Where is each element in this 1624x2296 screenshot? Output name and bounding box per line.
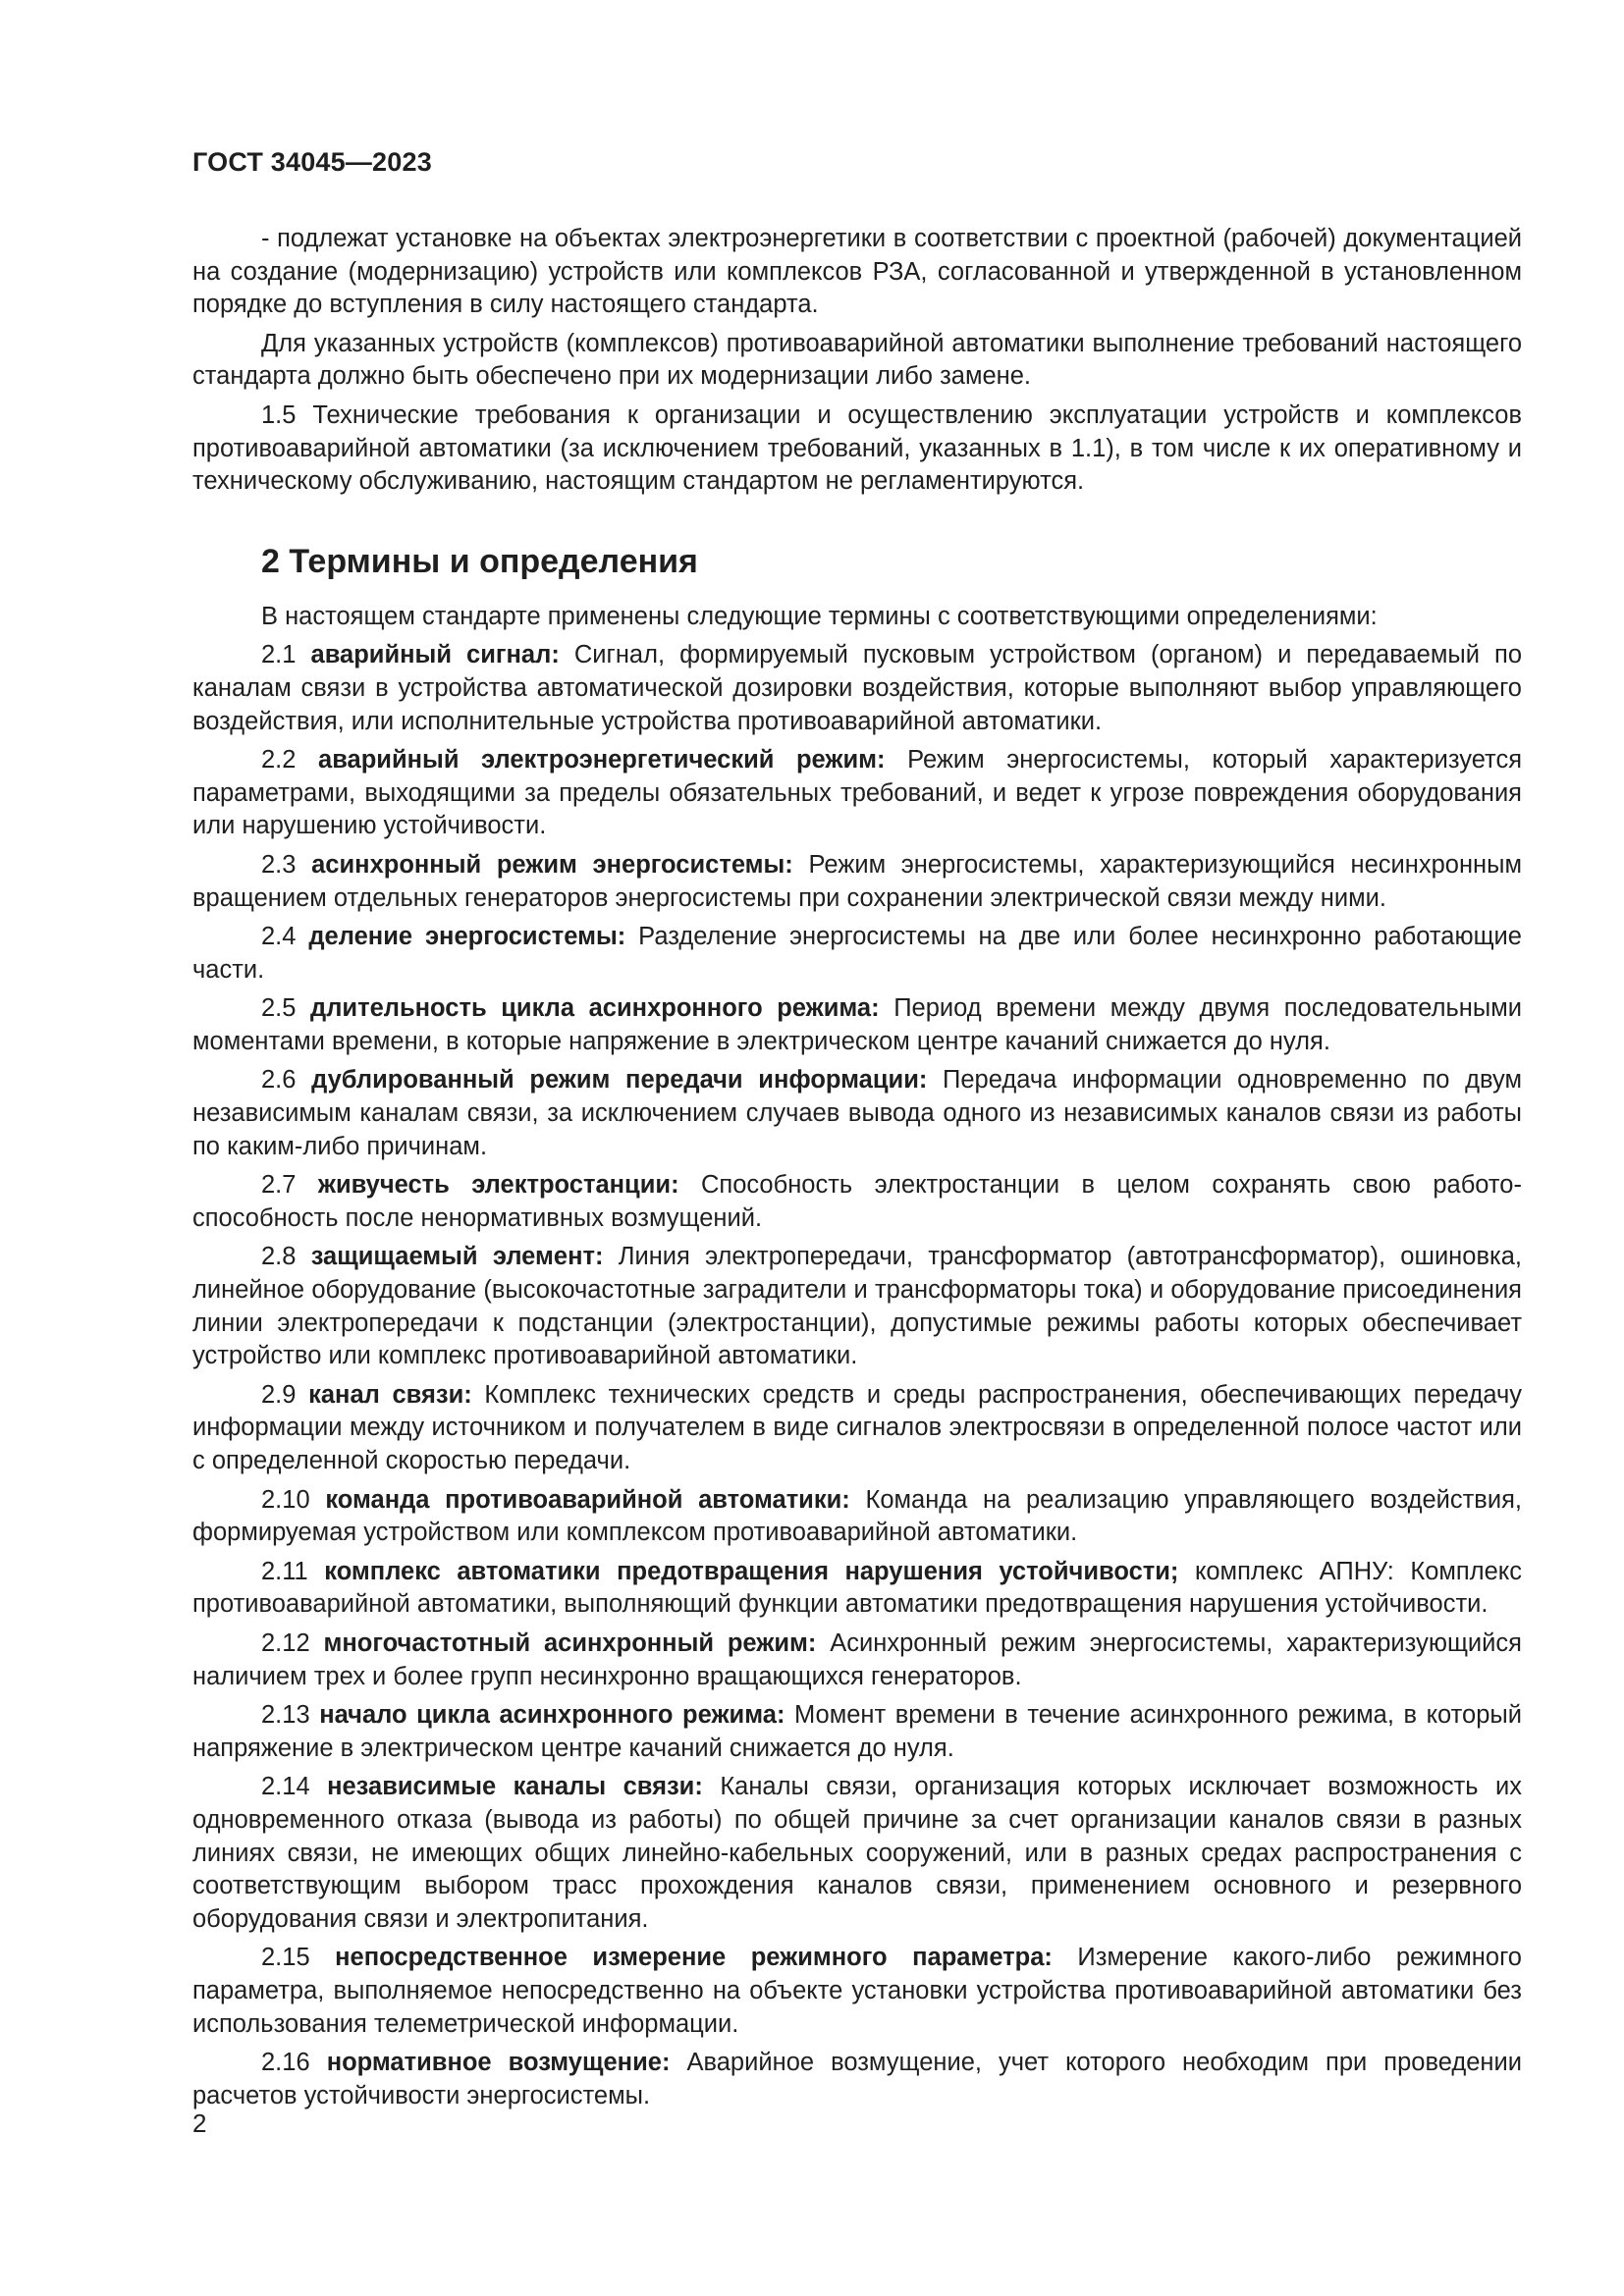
term-text: Способность электростанции в целом сохранять свою работоспособность после ненормативных возмущений. <box>192 1171 1522 1232</box>
term-definition <box>192 992 1522 1058</box>
term-number: 2.15 <box>261 1944 310 1972</box>
term-text: Линия электропередачи, трансформатор (автотрансформатор), ошиновка, линейное оборудование (высокочастотные заградители и трансформаторы тока) и оборудование присоединения линии электропередачи к подстанции (электростанции), допустимые режимы работы которых обеспечивает устройство или комплекс противоаварийной автоматики. <box>192 1243 1522 1370</box>
term-text: Сигнал, формируемый пусковым устройством (органом) и передаваемый по каналам связи в устройства автоматической дозировки воздействия, которые выполняют выбор управляющего воздействия, или исполнительные устройства противоаварийной автоматики. <box>192 641 1523 735</box>
intro-paragraph-2: Для указанных устройств (комплексов) противоаварийной автоматики выполнение требований настоящего стандарта должно быть обеспечено при их модернизации либо замене. <box>192 329 1522 391</box>
term-number: 2.14 <box>261 1773 310 1801</box>
term-name: канал связи: <box>308 1380 472 1409</box>
term-text: Передача информации одновременно по двум независимым каналам связи, за исключением случаев вывода одного из независимых каналов связи из работы по каким-либо причинам. <box>192 1066 1522 1160</box>
term-name: комплекс автоматики предотвращения нарушения устойчивости; <box>324 1557 1179 1585</box>
term-definition <box>192 1379 1522 1478</box>
term-number: 2.12 <box>261 1629 310 1657</box>
section-lead: В настоящем стандарте применены следующие термины с соответствующими определениями: <box>261 602 1378 630</box>
term-number: 2.4 <box>261 923 297 951</box>
intro-paragraph-1: - подлежат установке на объектах электроэнергетики в соответствии с проектной (рабочей) документацией на создание (модернизацию) устройств или комплексов РЗА, согласованной и утвержденной в установленном порядке до вступления в силу настоящего стандарта. <box>192 225 1522 319</box>
term-text: Период времени между двумя последовательными моментами времени, в которые напряжение в электрическом центре качаний снижается до нуля. <box>192 994 1522 1055</box>
term-text: Аварийное возмущение, учет которого необходим при проведении расчетов устойчивости энергосистемы. <box>192 2049 1522 2109</box>
document-header: ГОСТ 34045—2023 <box>192 147 432 177</box>
term-name: непосредственное измерение режимного параметра: <box>335 1944 1053 1972</box>
term-definition <box>192 1556 1522 1622</box>
term-number: 2.11 <box>261 1557 308 1585</box>
term-definition <box>192 1241 1522 1372</box>
term-number: 2.7 <box>261 1171 297 1200</box>
term-text: Разделение энергосистемы на две или более несинхронно работающие части. <box>192 923 1522 984</box>
term-definition <box>192 2047 1522 2112</box>
term-number: 2.8 <box>261 1243 297 1271</box>
term-definition <box>192 1699 1522 1765</box>
term-name: дублированный режим передачи информации: <box>311 1066 928 1095</box>
term-definition <box>192 1484 1522 1550</box>
term-text: Измерение какого-либо режимного параметра, выполняемое непосредственно на объекте установки устройства противоаварийной автоматики без использования телеметрической информации. <box>192 1944 1522 2038</box>
term-number: 2.5 <box>261 994 297 1023</box>
term-number: 2.3 <box>261 850 297 879</box>
term-number: 2.1 <box>261 641 297 669</box>
term-text: Режим энергосистемы, который характеризуется параметрами, выходящими за пределы обязательных требований, и ведет к угрозе повреждения оборудования или нарушению устойчивости. <box>192 746 1523 840</box>
intro-paragraph-3: 1.5 Технические требования к организации и осуществлению эксплуатации устройств и комплексов противоаварийной автоматики (за исключением требований, указанных в 1.1), в том числе к их оперативному и техническому обслуживанию, настоящим стандартом не регламентируются. <box>192 400 1522 496</box>
term-definition <box>192 921 1522 987</box>
term-name: деление энергосистемы: <box>308 923 626 951</box>
term-text: Режим энергосистемы, характеризующийся несинхронным вращением отдельных генераторов энергосистемы при сохранении электрической связи между ними. <box>192 850 1522 912</box>
term-name: независимые каналы связи: <box>327 1773 703 1801</box>
term-name: живучесть электростанции: <box>317 1171 679 1200</box>
term-number: 2.16 <box>261 2049 310 2077</box>
term-name: защищаемый элемент: <box>310 1243 604 1271</box>
term-name: аварийный электроэнергетический режим: <box>318 746 886 774</box>
term-text: Каналы связи, организация которых исключает возможность их одновременного отказа (вывода из работы) по общей причине за счет организации каналов связи в разных линиях связи, не имеющих общих линейно-кабельных сооружений, или в разных средах распространения с соответствующим выбором трасс прохождения каналов связи, применением основного и резервного оборудования связи и электропитания. <box>192 1773 1522 1933</box>
term-name: команда противоаварийной автоматики: <box>325 1485 850 1514</box>
term-definition <box>192 1169 1522 1235</box>
term-number: 2.10 <box>261 1485 310 1514</box>
term-number: 2.13 <box>261 1701 310 1730</box>
document-body <box>192 223 1522 2112</box>
term-number: 2.2 <box>261 746 297 774</box>
term-number: 2.6 <box>261 1066 297 1095</box>
term-text: Асинхронный режим энергосистемы, характеризующийся наличием трех и более групп несинхронно вращающихся генераторов. <box>192 1629 1522 1690</box>
section-title: 2 Термины и определения <box>261 542 698 580</box>
term-text: Команда на реализацию управляющего воздействия, формируемая устройством или комплексом противоаварийной автоматики. <box>192 1485 1522 1547</box>
term-name: длительность цикла асинхронного режима: <box>310 994 880 1023</box>
term-definition <box>192 744 1522 843</box>
term-definition <box>192 1064 1522 1163</box>
term-definition <box>192 1942 1522 2041</box>
term-text: Комплекс технических средств и среды распространения, обеспечивающих передачу информации между источником и получателем в виде сигналов электросвязи в определенной полосе частот или с определенной скоростью передачи. <box>192 1380 1522 1474</box>
term-name: аварийный сигнал: <box>310 641 560 669</box>
term-definition <box>192 849 1522 915</box>
terms-list <box>192 639 1522 2112</box>
term-definition <box>192 1771 1522 1936</box>
term-definition <box>192 639 1522 738</box>
term-definition <box>192 1628 1522 1693</box>
term-number: 2.9 <box>261 1380 297 1409</box>
term-text: Момент времени в течение асинхронного режима, в который напряжение в электрическом центре качаний снижается до нуля. <box>192 1701 1522 1762</box>
term-name: асинхронный режим энергосистемы: <box>311 850 793 879</box>
term-name: многочастотный асинхронный режим: <box>323 1629 817 1657</box>
page-number: 2 <box>192 2109 207 2138</box>
term-text: комплекс АПНУ: Комплекс противоаварийной автоматики, выполняющий функции автоматики предотвращения нарушения устойчивости. <box>192 1557 1522 1619</box>
term-name: нормативное возмущение: <box>326 2049 671 2077</box>
term-name: начало цикла асинхронного режима: <box>319 1701 785 1730</box>
